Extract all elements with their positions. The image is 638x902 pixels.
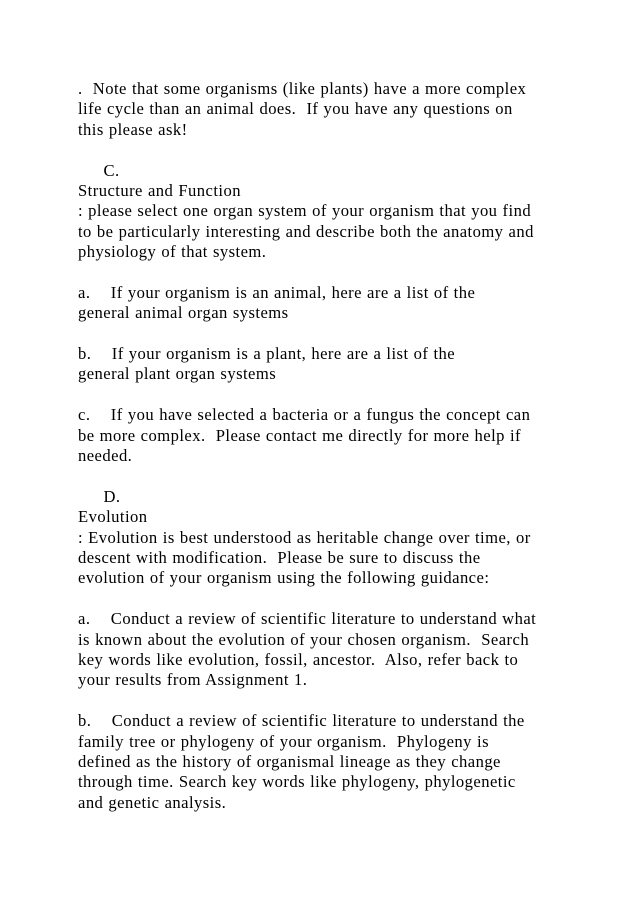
list-item-a: a. If your organism is an animal, here are a list of the (78, 282, 476, 302)
text-line: defined as the history of organismal lineage as they change (78, 751, 501, 771)
blank-line (78, 385, 618, 405)
text-line: family tree or phylogeny of your organism. Phylogeny is (78, 731, 489, 751)
text-line: is known about the evolution of your chosen organism. Search (78, 629, 530, 649)
list-item-c: c. If you have selected a bacteria or a fungus the concept can (78, 405, 531, 425)
section-title-structure: Structure and Function (78, 180, 241, 200)
text-line: evolution of your organism using the following guidance: (78, 568, 490, 588)
list-item-a: a. Conduct a review of scientific literature to understand what (78, 609, 537, 629)
list-item-b: b. Conduct a review of scientific literature to understand the (78, 711, 525, 731)
text-line: and genetic analysis. (78, 792, 227, 812)
text-line: : please select one organ system of your organism that you find (78, 201, 532, 221)
text-line: general animal organ systems (78, 303, 289, 323)
text-line: : Evolution is best understood as heritable change over time, or (78, 527, 531, 547)
blank-line (78, 140, 618, 160)
blank-line (78, 263, 618, 283)
list-item-b: b. If your organism is a plant, here are a list of the (78, 344, 456, 364)
blank-line (78, 691, 618, 711)
text-line: key words like evolution, fossil, ancestor. Also, refer back to (78, 649, 519, 669)
text-line: physiology of that system. (78, 242, 267, 262)
text-line: general plant organ systems (78, 364, 277, 384)
text-line: your results from Assignment 1. (78, 670, 308, 690)
text-line: to be particularly interesting and describe both the anatomy and (78, 221, 534, 241)
text-line: needed. (78, 446, 133, 466)
section-letter-d: D. (78, 486, 121, 506)
blank-line (78, 589, 618, 609)
blank-line (78, 324, 618, 344)
document-body (78, 79, 618, 813)
text-line: . Note that some organisms (like plants) have a more complex (78, 79, 527, 98)
section-title-evolution: Evolution (78, 507, 148, 527)
text-line: descent with modification. Please be sure to discuss the (78, 547, 481, 567)
section-letter-c: C. (78, 160, 120, 180)
blank-line (78, 466, 618, 486)
text-line: life cycle than an animal does. If you have any questions on (78, 99, 513, 119)
text-line: through time. Search key words like phylogeny, phylogenetic (78, 772, 516, 792)
text-line: be more complex. Please contact me directly for more help if (78, 425, 522, 445)
text-line: this please ask! (78, 119, 188, 139)
